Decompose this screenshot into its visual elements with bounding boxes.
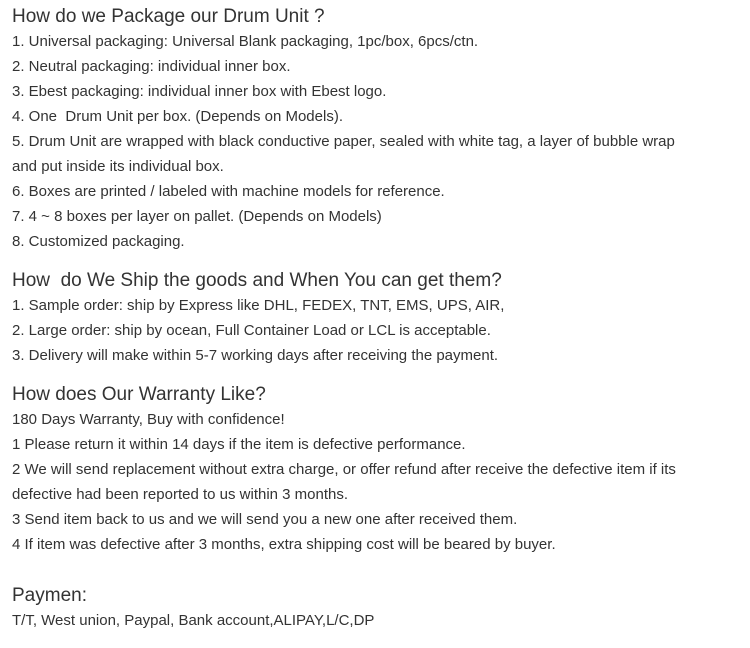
warranty-item-4: 4 If item was defective after 3 months, extra shipping cost will be beared by buyer.: [12, 536, 556, 553]
warranty-item-2-continued: defective had been reported to us within 3 months.: [12, 486, 349, 503]
packaging-item-4: 4. One Drum Unit per box. (Depends on Models).: [12, 108, 343, 125]
payment-methods: T/T, West union, Paypal, Bank account,ALIPAY,L/C,DP: [12, 612, 375, 629]
section-warranty: [12, 382, 740, 557]
packaging-item-1: 1. Universal packaging: Universal Blank packaging, 1pc/box, 6pcs/ctn.: [12, 33, 479, 50]
warranty-item-1: 1 Please return it within 14 days if the item is defective performance.: [12, 436, 466, 453]
packaging-item-6: 6. Boxes are printed / labeled with machine models for reference.: [12, 183, 445, 200]
shipping-item-3: 3. Delivery will make within 5-7 working days after receiving the payment.: [12, 347, 499, 364]
warranty-item-2: 2 We will send replacement without extra charge, or offer refund after receive the defective item if its: [12, 461, 676, 478]
packaging-item-8: 8. Customized packaging.: [12, 233, 185, 250]
packaging-item-5: 5. Drum Unit are wrapped with black conductive paper, sealed with white tag, a layer of bubble wrap: [12, 133, 675, 150]
packaging-section-heading: How do we Package our Drum Unit ?: [12, 6, 325, 27]
shipping-item-1: 1. Sample order: ship by Express like DHL, FEDEX, TNT, EMS, UPS, AIR,: [12, 297, 505, 314]
warranty-section-heading: How does Our Warranty Like?: [12, 384, 266, 405]
section-packaging: [12, 4, 740, 254]
packaging-item-2: 2. Neutral packaging: individual inner box.: [12, 58, 291, 75]
section-payment: [12, 583, 740, 633]
section-shipping: [12, 268, 740, 368]
warranty-item-3: 3 Send item back to us and we will send you a new one after received them.: [12, 511, 518, 528]
payment-section-heading: Paymen:: [12, 585, 87, 606]
packaging-item-5-continued: and put inside its individual box.: [12, 158, 224, 175]
warranty-intro: 180 Days Warranty, Buy with confidence!: [12, 411, 285, 428]
shipping-section-heading: How do We Ship the goods and When You can get them?: [12, 270, 502, 291]
packaging-item-7: 7. 4 ~ 8 boxes per layer on pallet. (Depends on Models): [12, 208, 382, 225]
shipping-item-2: 2. Large order: ship by ocean, Full Container Load or LCL is acceptable.: [12, 322, 491, 339]
packaging-item-3: 3. Ebest packaging: individual inner box with Ebest logo.: [12, 83, 387, 100]
